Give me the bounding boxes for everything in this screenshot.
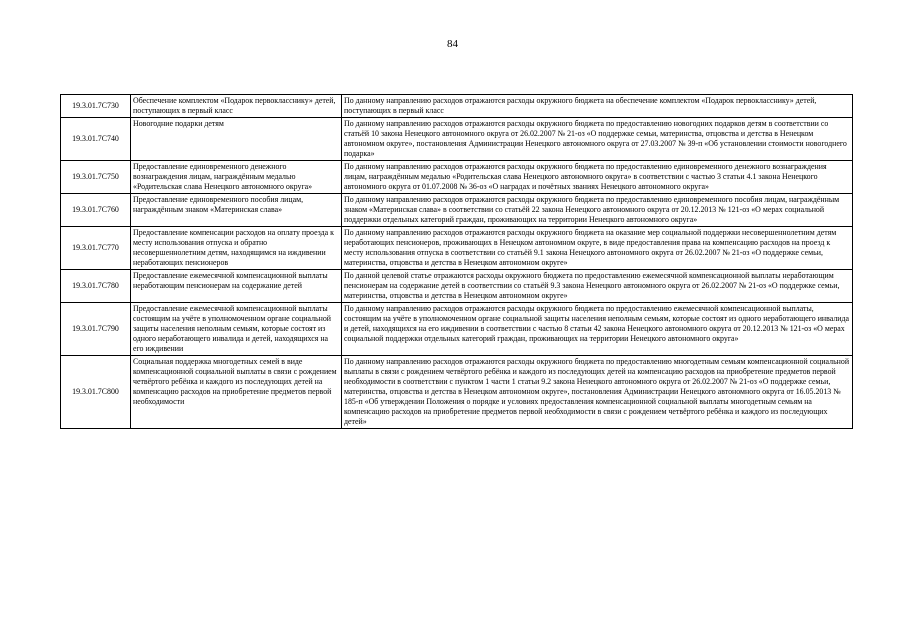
row-name: Социальная поддержка многодетных семей в виде компенсационной социальной выплаты в связи с рождением четвёртого ребёнка и каждого из последующих детей на компенсацию расходов на приобретение предметов первой необходимости <box>131 356 342 429</box>
row-description: По данному направлению расходов отражаются расходы окружного бюджета на обеспечение комплектом «Подарок первокласснику» детей, поступающих в первый класс <box>342 95 853 118</box>
row-code: 19.3.01.7С800 <box>61 356 131 429</box>
table-row <box>61 303 853 356</box>
row-name: Предоставление компенсации расходов на оплату проезда к месту использования отпуска и обратно несовершеннолетним детям, находящимся на иждивении неработающих пенсионеров <box>131 227 342 270</box>
row-code: 19.3.01.7С770 <box>61 227 131 270</box>
table-row <box>61 95 853 118</box>
row-name: Предоставление единовременного пособия лицам, награждённым знаком «Материнская слава» <box>131 194 342 227</box>
row-code: 19.3.01.7С740 <box>61 118 131 161</box>
row-code: 19.3.01.7С760 <box>61 194 131 227</box>
row-name: Предоставление ежемесячной компенсационной выплаты состоящим на учёте в уполномоченном органе социальной защиты населения неполным семьям, которые состоят из одного неработающего инвалида и детей, находящихся на его иждивении <box>131 303 342 356</box>
row-description: По данному направлению расходов отражаются расходы окружного бюджета по предоставлению новогодних подарков детям в соответствии со статьёй 10 закона Ненецкого автономного округа от 26.02.2007 № 21-оз «О поддержке семьи, материнства, отцовства и детства в Ненецком автономном округе», постановления Администрации Ненецкого автономного округа от 27.03.2007 № 39-п «Об установлении стоимости новогоднего подарка» <box>342 118 853 161</box>
row-name: Предоставление ежемесячной компенсационной выплаты неработающим пенсионерам на содержание детей <box>131 270 342 303</box>
row-description: По данной целевой статье отражаются расходы окружного бюджета по предоставлению ежемесячной компенсационной выплаты неработающим пенсионерам на содержание детей в соответствии со статьёй 9.3 закона Ненецкого автономного округа от 26.02.2007 № 21-оз «О поддержке семьи, материнства, отцовства и детства в Ненецком автономном округе» <box>342 270 853 303</box>
row-name: Предоставление единовременного денежного вознаграждения лицам, награждённым медалью «Родительская слава Ненецкого автономного округа» <box>131 161 342 194</box>
table-row <box>61 356 853 429</box>
table-row <box>61 270 853 303</box>
row-name: Обеспечение комплектом «Подарок первокласснику» детей, поступающих в первый класс <box>131 95 342 118</box>
budget-codes-table <box>60 94 853 429</box>
row-code: 19.3.01.7С780 <box>61 270 131 303</box>
row-code: 19.3.01.7С750 <box>61 161 131 194</box>
row-code: 19.3.01.7С790 <box>61 303 131 356</box>
table-row <box>61 194 853 227</box>
table-row <box>61 227 853 270</box>
row-description: По данному направлению расходов отражаются расходы окружного бюджета по предоставлению ежемесячной компенсационной выплаты, состоящим на учёте в уполномоченном органе социальной защиты населения неполным семьям, которые состоят из одного неработающего инвалида и детей, находящихся на его иждивении в соответствии с частью 8 статьи 42 закона Ненецкого автономного округа от 20.12.2013 № 121-оз «О мерах социальной поддержки отдельных категорий граждан, проживающих на территории Ненецкого автономного округа» <box>342 303 853 356</box>
row-name: Новогодние подарки детям <box>131 118 342 161</box>
row-description: По данному направлению расходов отражаются расходы окружного бюджета по предоставлению единовременного денежного вознаграждения лицам, награждённым медалью «Родительская слава Ненецкого автономного округа» в соответствии с частью 3 статьи 4.1 закона Ненецкого автономного округа от 01.07.2008 № 36-оз «О наградах и почётных званиях Ненецкого автономного округа» <box>342 161 853 194</box>
row-code: 19.3.01.7С730 <box>61 95 131 118</box>
table-row <box>61 118 853 161</box>
row-description: По данному направлению расходов отражаются расходы окружного бюджета на оказание мер социальной поддержки несовершеннолетним детям неработающих пенсионеров, проживающих в Ненецком автономном округе, в виде предоставления права на компенсацию расходов на проезд к месту использования отпуска в соответствии со статьёй 9.1 закона Ненецкого автономного округа от 26.02.2007 № 21-оз «О поддержке семьи, материнства, отцовства и детства в Ненецком автономном округе» <box>342 227 853 270</box>
row-description: По данному направлению расходов отражаются расходы окружного бюджета по предоставлению многодетным семьям компенсационной социальной выплаты в связи с рождением четвёртого ребёнка и каждого из последующих детей на компенсацию расходов на приобретение предметов первой необходимости в соответствии с пунктом 1 части 1 статьи 9.2 закона Ненецкого автономного округа от 26.02.2007 № 21-оз «О поддержке семьи, материнства, отцовства и детства в Ненецком автономном округе», постановления Администрации Ненецкого автономного округа от 16.05.2013 № 185-п «Об утверждении Положения о порядке и условиях предоставления компенсационной социальной выплаты многодетным семьям на компенсацию расходов на приобретение предметов первой необходимости в связи с рождением четвёртого ребёнка и каждого из последующих детей» <box>342 356 853 429</box>
row-description: По данному направлению расходов отражаются расходы окружного бюджета по предоставлению единовременного пособия лицам, награждённым знаком «Материнская слава» в соответствии со статьёй 22 закона Ненецкого автономного округа от 20.12.2013 № 121-оз «О мерах социальной поддержки отдельных категорий граждан, проживающих на территории Ненецкого автономного округа» <box>342 194 853 227</box>
page-number: 84 <box>447 38 458 50</box>
table-row <box>61 161 853 194</box>
